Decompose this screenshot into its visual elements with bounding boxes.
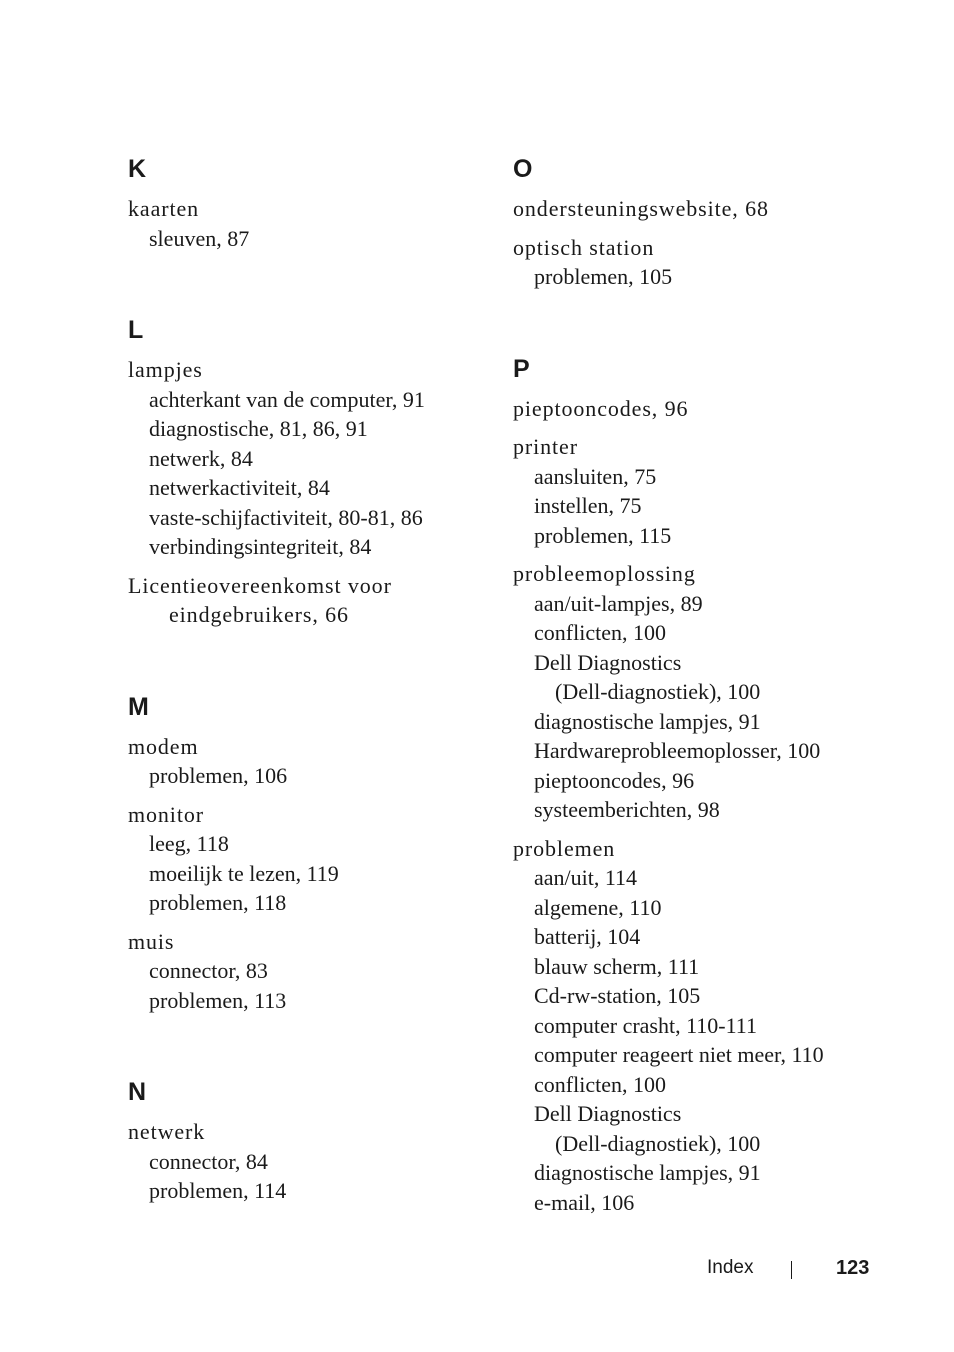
index-subentry: algemene, 110 [534, 894, 662, 920]
index-subentry: Cd-rw-station, 105 [534, 983, 701, 1008]
index-entry [513, 394, 873, 424]
index-subentry: Hardwareprobleemoplosser, 100 [534, 738, 821, 763]
index-column-left [128, 150, 488, 1264]
index-term: monitor [128, 801, 204, 827]
section-letter: O [513, 155, 533, 183]
index-subentry: e-mail, 106 [534, 1189, 635, 1215]
index-subentry: connector, 84 [149, 1148, 268, 1174]
index-subentry: problemen, 114 [149, 1178, 287, 1203]
index-subentry: pieptooncodes, 96 [534, 767, 695, 793]
index-subentry: diagnostische lampjes, 91 [534, 708, 761, 734]
index-section [128, 1073, 488, 1206]
index-entry [513, 194, 873, 224]
index-subentry: moeilijk te lezen, 119 [149, 860, 339, 886]
index-entry [513, 432, 873, 550]
index-term: kaarten [128, 196, 200, 221]
index-subentry: conflicten, 100 [534, 620, 666, 645]
index-term: probleemoplossing [513, 561, 696, 586]
index-term: lampjes [128, 357, 203, 382]
index-section [128, 150, 488, 253]
index-subentry: computer crasht, 110-111 [534, 1012, 757, 1038]
index-subentry: batterij, 104 [534, 924, 641, 949]
index-entry [128, 800, 488, 918]
index-subentry: instellen, 75 [534, 493, 642, 518]
index-term: modem [128, 733, 199, 759]
index-subentry: diagnostische, 81, 86, 91 [149, 416, 368, 441]
index-entry [128, 355, 488, 562]
index-subentry: Dell Diagnostics [534, 1101, 682, 1126]
index-subentry: diagnostische lampjes, 91 [534, 1160, 761, 1185]
index-term: printer [513, 434, 578, 459]
page-number: 123 [836, 1257, 870, 1279]
index-entry [128, 571, 488, 630]
index-subentry: problemen, 118 [149, 890, 287, 915]
index-entry [128, 732, 488, 791]
index-term: netwerk [128, 1119, 206, 1144]
index-subentry: netwerkactiviteit, 84 [149, 475, 330, 500]
index-column-right [513, 150, 873, 1275]
index-subentry: systeemberichten, 98 [534, 797, 720, 822]
index-subentry: achterkant van de computer, 91 [149, 386, 425, 412]
index-entry [128, 927, 488, 1016]
index-subentry: leeg, 118 [149, 831, 229, 856]
index-subentry: sleuven, 87 [149, 225, 250, 251]
index-subentry: aansluiten, 75 [534, 463, 657, 489]
index-entry [128, 194, 488, 253]
index-entry [513, 559, 873, 825]
index-subentry: verbindingsintegriteit, 84 [149, 534, 372, 559]
index-term: optisch station [513, 234, 655, 260]
index-section [513, 150, 873, 292]
index-term: Licentieovereenkomst voor [128, 572, 392, 598]
index-subentry: problemen, 115 [534, 522, 672, 548]
index-entry [513, 834, 873, 1218]
index-term: muis [128, 928, 175, 954]
section-letter: N [128, 1078, 147, 1106]
index-subentry: blauw scherm, 111 [534, 953, 700, 979]
section-letter: K [128, 155, 147, 183]
section-letter: M [128, 692, 149, 721]
index-term: pieptooncodes, 96 [513, 395, 689, 421]
index-subentry: connector, 83 [149, 958, 268, 983]
index-subentry: problemen, 106 [149, 763, 288, 788]
index-subentry: netwerk, 84 [149, 445, 253, 471]
section-letter: P [513, 354, 530, 383]
section-letter: L [128, 316, 144, 344]
index-subentry: vaste-schijfactiviteit, 80-81, 86 [149, 504, 423, 530]
footer-section-label: Index [707, 1257, 754, 1278]
index-section [128, 688, 488, 1016]
index-subentry: problemen, 113 [149, 987, 287, 1013]
index-subentry: aan/uit-lampjes, 89 [534, 590, 703, 616]
index-term: ondersteuningswebsite, 68 [513, 196, 769, 221]
index-subentry: Dell Diagnostics [534, 649, 682, 675]
index-subentry: computer reageert niet meer, 110 [534, 1042, 824, 1067]
index-section [128, 311, 488, 630]
index-subentry-continuation: (Dell-diagnostiek), 100 [555, 1130, 761, 1156]
index-term-continuation: eindgebruikers, 66 [169, 602, 349, 627]
page-footer [707, 1254, 877, 1284]
index-subentry: problemen, 105 [534, 264, 673, 289]
index-section [513, 350, 873, 1218]
index-subentry-continuation: (Dell-diagnostiek), 100 [555, 679, 761, 704]
index-entry [128, 1117, 488, 1206]
index-entry [513, 233, 873, 292]
footer-separator [791, 1261, 792, 1279]
index-subentry: conflicten, 100 [534, 1071, 666, 1097]
index-term: problemen [513, 835, 616, 861]
index-subentry: aan/uit, 114 [534, 865, 638, 890]
